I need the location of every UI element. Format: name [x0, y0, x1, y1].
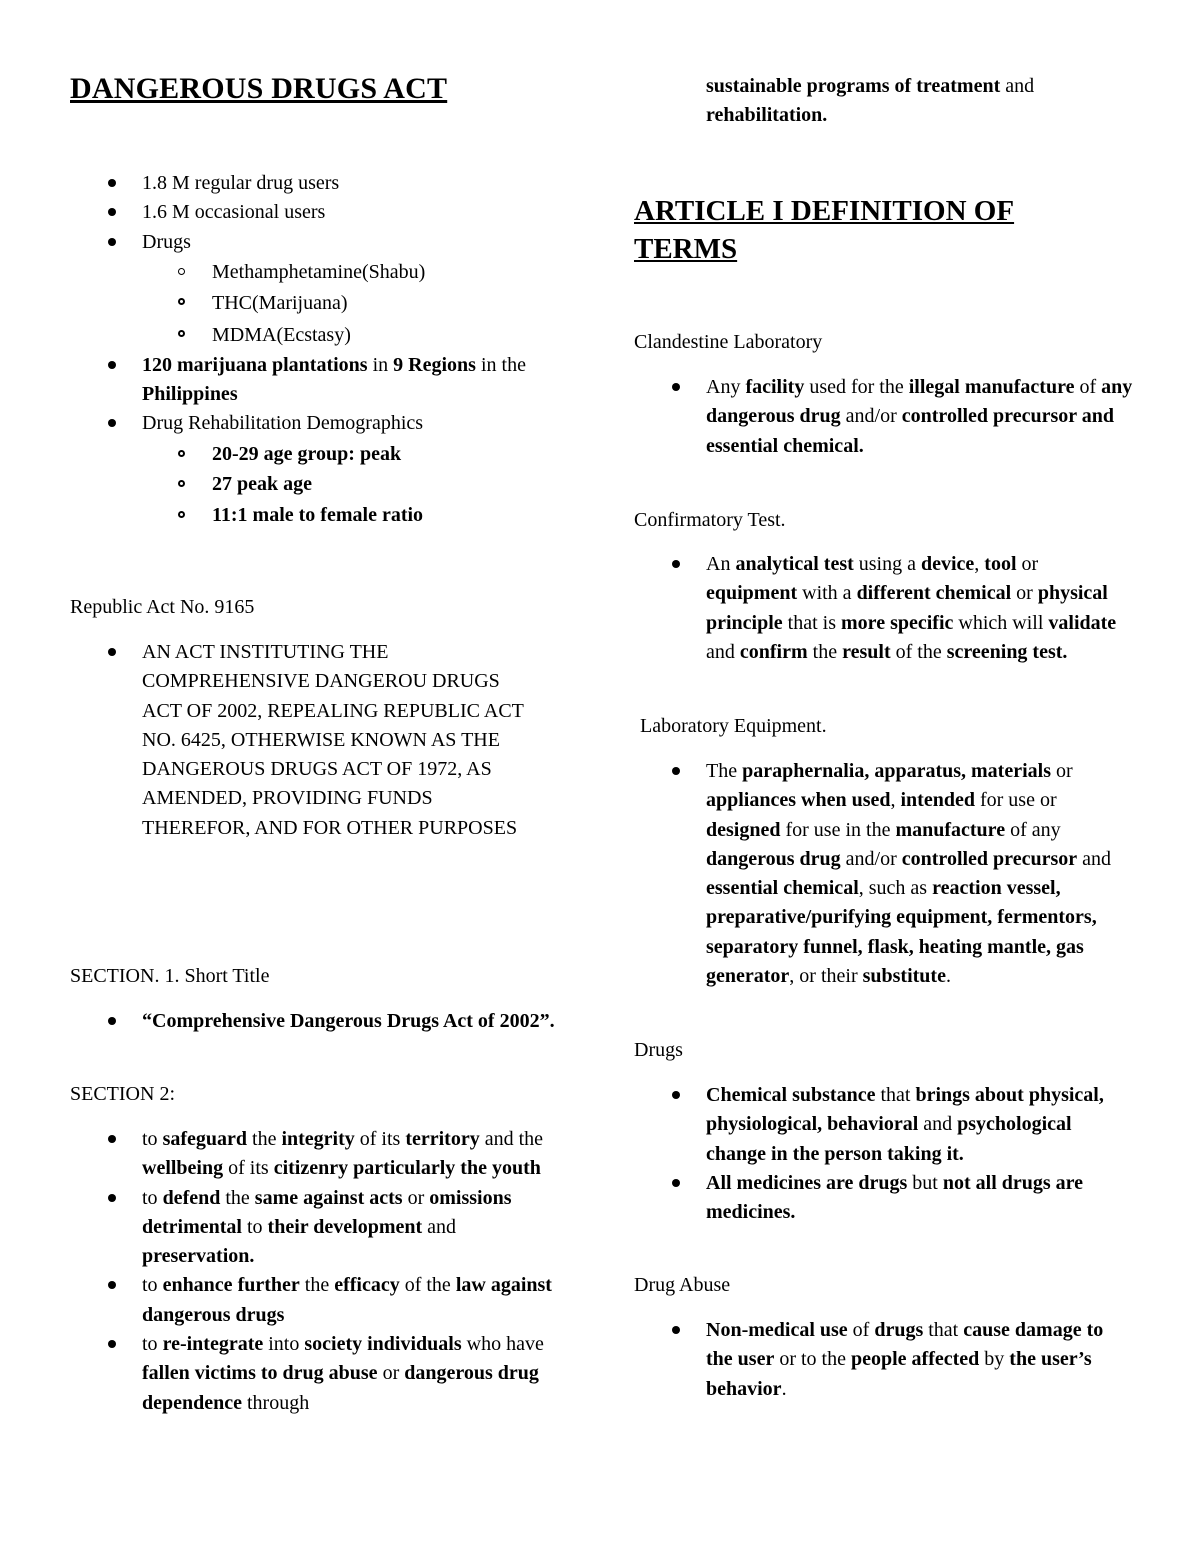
confirmatory-list — [634, 550, 1134, 667]
lab-equipment-heading: Laboratory Equipment. — [640, 715, 827, 737]
bullet-icon — [108, 1135, 116, 1143]
list-item: to safeguard the integrity of its territory and the wellbeing of its citizenry particularly the youth — [70, 1125, 570, 1184]
circle-bullet-icon — [178, 511, 185, 518]
list-item: “Comprehensive Dangerous Drugs Act of 2002”. — [70, 1007, 570, 1036]
section-2-list — [70, 1125, 570, 1418]
bullet-icon — [108, 361, 116, 369]
sub-list-item: Methamphetamine(Shabu) — [70, 257, 570, 287]
list-item: The paraphernalia, apparatus, materials or appliances when used, intended for use or designed for use in the manufacture of any dangerous drug and/or controlled precursor and essential chemical, such as reaction vessel, preparative/purifying equipment, fermentors, separatory funnel, flask, heating mantle, gas generator, or their substitute. — [634, 757, 1134, 991]
list-item: Non-medical use of drugs that cause damage to the user or to the people affected by the user’s behavior. — [634, 1316, 1134, 1404]
stats-list — [70, 169, 570, 530]
circle-bullet-icon — [178, 268, 185, 275]
bullet-icon — [108, 1017, 116, 1025]
bullet-icon — [108, 1340, 116, 1348]
drug-abuse-list — [634, 1316, 1134, 1404]
list-item: to enhance further the efficacy of the law against dangerous drugs — [70, 1271, 570, 1330]
circle-bullet-icon — [178, 330, 185, 337]
list-item: AN ACT INSTITUTING THE COMPREHENSIVE DANGEROU DRUGS ACT OF 2002, REPEALING REPUBLIC ACT NO. 6425, OTHERWISE KNOWN AS THE DANGEROUS DRUGS ACT OF 1972, AS AMENDED, PROVIDING FUNDS THEREFOR, AND FOR OTHER PURPOSES — [70, 638, 570, 843]
sub-list-item: 20-29 age group: peak — [70, 439, 570, 470]
bullet-icon — [108, 1194, 116, 1202]
section-1-heading: SECTION. 1. Short Title — [70, 965, 270, 987]
bullet-icon — [108, 1281, 116, 1289]
list-item: 120 marijuana plantations in 9 Regions in the Philippines — [70, 351, 570, 410]
drug-abuse-heading: Drug Abuse — [634, 1274, 731, 1296]
article-title: ARTICLE I DEFINITION OF TERMS — [634, 195, 1015, 265]
confirmatory-heading: Confirmatory Test. — [634, 509, 786, 531]
list-item: to re-integrate into society individuals who have fallen victims to drug abuse or dangerous drug dependence through — [70, 1330, 570, 1418]
bullet-icon — [672, 1326, 680, 1334]
bullet-icon — [672, 1091, 680, 1099]
list-item: Drug Rehabilitation Demographics — [70, 409, 570, 438]
list-item: to defend the same against acts or omissions detrimental to their development and preservation. — [70, 1184, 570, 1272]
circle-bullet-icon — [178, 480, 185, 487]
section-1-list — [70, 1007, 570, 1036]
document-title: DANGEROUS DRUGS ACT — [70, 72, 448, 105]
clandestine-heading: Clandestine Laboratory — [634, 331, 823, 353]
list-item: All medicines are drugs but not all drugs are medicines. — [634, 1169, 1134, 1228]
lab-equipment-list — [634, 757, 1134, 991]
list-item: Drugs — [70, 228, 570, 257]
circle-bullet-icon — [178, 298, 185, 305]
section-2-heading: SECTION 2: — [70, 1083, 175, 1105]
bullet-icon — [108, 648, 116, 656]
sub-list-item: MDMA(Ecstasy) — [70, 319, 570, 351]
republic-act-heading: Republic Act No. 9165 — [70, 596, 255, 618]
bullet-icon — [672, 560, 680, 568]
list-item: 1.8 M regular drug users — [70, 169, 570, 198]
bullet-icon — [672, 1179, 680, 1187]
continued-text: sustainable programs of treatment and rehabilitation. — [706, 75, 1035, 127]
bullet-icon — [672, 767, 680, 775]
list-item: 1.6 M occasional users — [70, 198, 570, 227]
bullet-icon — [108, 179, 116, 187]
drugs-heading: Drugs — [634, 1039, 683, 1061]
sub-list-item: 11:1 male to female ratio — [70, 500, 570, 531]
sub-list-item: THC(Marijuana) — [70, 287, 570, 319]
sub-list-item: 27 peak age — [70, 469, 570, 500]
list-item: Any facility used for the illegal manufacture of any dangerous drug and/or controlled precursor and essential chemical. — [634, 373, 1134, 461]
bullet-icon — [108, 238, 116, 246]
republic-act-list — [70, 638, 570, 843]
list-item: An analytical test using a device, tool or equipment with a different chemical or physical principle that is more specific which will validate and confirm the result of the screening test. — [634, 550, 1134, 667]
bullet-icon — [108, 419, 116, 427]
drugs-list — [634, 1081, 1134, 1227]
list-item: Chemical substance that brings about physical, physiological, behavioral and psychological change in the person taking it. — [634, 1081, 1134, 1169]
bullet-icon — [672, 383, 680, 391]
circle-bullet-icon — [178, 450, 185, 457]
clandestine-list — [634, 373, 1134, 461]
bullet-icon — [108, 208, 116, 216]
